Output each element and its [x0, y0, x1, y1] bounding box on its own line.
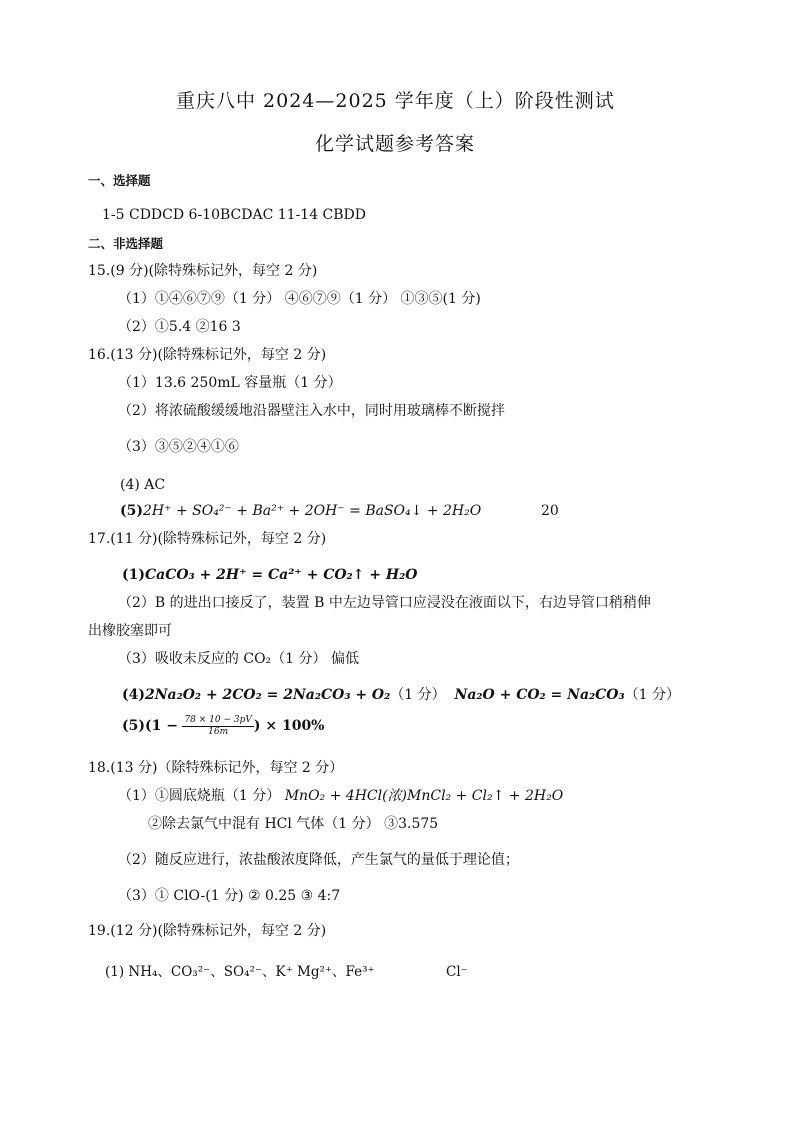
- q17-heading: 17.(11 分)(除特殊标记外，每空 2 分): [88, 531, 327, 547]
- q17-part5-close: ) × 100%: [253, 718, 325, 734]
- q18-part1-text: （1）①圆底烧瓶（1 分）: [118, 788, 281, 804]
- q16-heading: 16.(13 分)(除特殊标记外，每空 2 分): [88, 347, 327, 363]
- q18-part3: （3）① ClO-(1 分) ② 0.25 ③ 4:7: [118, 888, 341, 904]
- q17-part1-prefix: (1): [122, 567, 145, 583]
- q17-part4-equation1: 2Na₂O₂ + 2CO₂ = 2Na₂CO₃ + O₂: [145, 687, 391, 703]
- q18-heading: 18.(13 分)（除特殊标记外，每空 2 分）: [88, 760, 344, 776]
- q17-part1: [122, 566, 417, 584]
- q16-part3: （3）③⑤②④①⑥: [118, 439, 239, 455]
- q17-part5: [122, 713, 325, 739]
- q17-part4: [122, 686, 680, 704]
- q17-part4-equation2: Na₂O + CO₂ = Na₂CO₃: [454, 687, 625, 703]
- q17-part5-prefix: (5): [122, 718, 145, 734]
- q16-part1: （1）13.6 250mL 容量瓶（1 分）: [118, 375, 342, 391]
- q17-part5-open: (1 −: [145, 718, 178, 734]
- page-title: 重庆八中 2024—2025 学年度（上）阶段性测试: [176, 90, 615, 112]
- q17-part5-denominator: 16m: [208, 726, 229, 737]
- q18-part1-equation: MnO₂ + 4HCl(浓)MnCl₂ + Cl₂↑ + 2H₂O: [284, 788, 564, 804]
- q15-heading: 15.(9 分)(除特殊标记外，每空 2 分): [88, 263, 318, 279]
- q17-part1-equation: CaCO₃ + 2H⁺ = Ca²⁺ + CO₂↑ + H₂O: [145, 567, 418, 583]
- q17-part3: （3）吸收未反应的 CO₂（1 分） 偏低: [118, 651, 359, 667]
- q17-part4-mark2: （1 分）: [624, 687, 680, 703]
- page-subtitle: 化学试题参考答案: [315, 133, 476, 155]
- q19-heading: 19.(12 分)(除特殊标记外，每空 2 分): [88, 923, 327, 939]
- q16-part5-equation: 2H⁺ + SO₄²⁻ + Ba²⁺ + 2OH⁻ = BaSO₄↓ + 2H₂O: [143, 503, 482, 519]
- q17-part5-numerator: 78 × 10 − 3pV: [184, 714, 252, 725]
- q18-part2: （2）随反应进行，浓盐酸浓度降低，产生氯气的量低于理论值；: [118, 852, 519, 868]
- q19-part1: (1) NH₄、CO₃²⁻、SO₄²⁻、K⁺ Mg²⁺、Fe³⁺: [105, 964, 375, 980]
- q17-part2-line1: （2）B 的进出口接反了，装置 B 中左边导管口应浸没在液面以下，右边导管口稍稍伸: [118, 595, 651, 611]
- choice-answers: 1-5 CDDCD 6-10BCDAC 11-14 CBDD: [102, 207, 367, 223]
- q17-part4-prefix: (4): [122, 687, 145, 703]
- q18-part1: [118, 787, 563, 805]
- q15-part2: （2）①5.4 ②16 3: [118, 319, 241, 335]
- q18-part1b: ②除去氯气中混有 HCl 气体（1 分） ③3.575: [148, 816, 439, 832]
- q17-part2-line2: 出橡胶塞即可: [88, 623, 172, 639]
- section-heading-nonchoice: 二、非选择题: [88, 236, 164, 251]
- section-heading-choice: 一、选择题: [88, 173, 151, 188]
- q15-part1: （1）①④⑥⑦⑨（1 分） ④⑥⑦⑨（1 分） ①③⑤(1 分): [118, 291, 481, 307]
- q16-part4: (4) AC: [120, 477, 166, 493]
- q16-part5-answer: 20: [541, 503, 559, 519]
- q16-part5: [120, 502, 481, 520]
- q16-part2: （2）将浓硫酸缓缓地沿器壁注入水中，同时用玻璃棒不断搅拌: [118, 403, 505, 419]
- q17-part5-fraction: [182, 715, 253, 738]
- q19-part1-answer: Cl⁻: [446, 964, 468, 980]
- q16-part5-prefix: (5): [120, 503, 143, 519]
- q17-part4-mark1: （1 分）: [390, 687, 446, 703]
